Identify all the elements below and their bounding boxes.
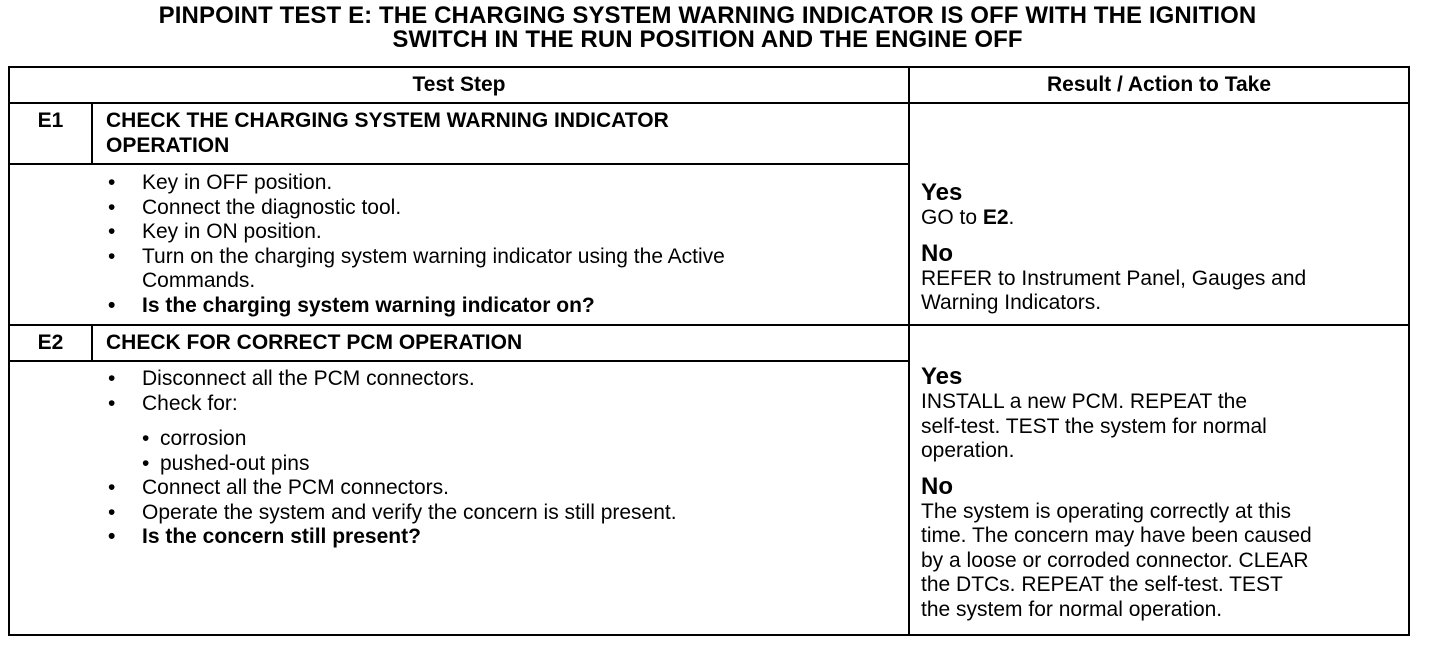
sub-list-item: • corrosion <box>142 427 896 452</box>
header-divider <box>10 102 1408 104</box>
list-item: • Key in ON position. <box>106 220 896 245</box>
yes-label: Yes <box>921 363 963 390</box>
list-item-question: • Is the charging system warning indicator on? <box>106 294 896 319</box>
list-item: • Key in OFF position. <box>106 171 896 196</box>
no-label: No <box>921 472 953 500</box>
list-item: • Connect the diagnostic tool. <box>106 196 896 221</box>
e1-id-divider <box>91 104 93 164</box>
list-item: • Operate the system and verify the concern is still present. <box>106 501 896 526</box>
list-item: • Disconnect all the PCM connectors. <box>106 367 896 392</box>
step-instructions-e2 <box>106 367 896 550</box>
no-label: No <box>921 239 953 267</box>
e2-title-divider <box>10 360 908 362</box>
column-divider <box>908 68 910 634</box>
list-item: • Check for: <box>106 392 896 417</box>
sub-list-item: • pushed-out pins <box>142 452 896 477</box>
no-action: The system is operating correctly at this time. The concern may have been caused by a loose or corroded connector. CLEAR the DTCs. REPEAT the self-test. TEST the system for normal operation. <box>921 499 1312 621</box>
result-e1 <box>921 180 1401 316</box>
step-title-e1-line-2: OPERATION <box>106 133 230 157</box>
no-action: REFER to Instrument Panel, Gauges and Warning Indicators. <box>921 266 1307 314</box>
title-line-2: SWITCH IN THE RUN POSITION AND THE ENGINE OFF <box>392 26 1023 53</box>
step-title-e1 <box>106 109 896 158</box>
e1-e2-divider <box>10 324 1408 326</box>
step-title-e1-line-1: CHECK THE CHARGING SYSTEM WARNING INDICATOR <box>106 109 669 132</box>
step-title-e2: CHECK FOR CORRECT PCM OPERATION <box>106 331 523 354</box>
yes-action: GO to E2. <box>921 206 1015 229</box>
page-title <box>0 4 1415 52</box>
pinpoint-test-table <box>8 66 1410 636</box>
step-id-e1: E1 <box>37 109 64 132</box>
list-item-question: • Is the concern still present? <box>106 525 896 550</box>
e2-id-divider <box>91 326 93 362</box>
yes-label: Yes <box>921 179 963 206</box>
yes-action: INSTALL a new PCM. REPEAT the self-test. TEST the system for normal operation. <box>921 390 1267 462</box>
step-id-e2: E2 <box>37 331 64 354</box>
header-result: Result / Action to Take <box>1046 73 1272 96</box>
title-line-1: PINPOINT TEST E: THE CHARGING SYSTEM WARNING INDICATOR IS OFF WITH THE IGNITION <box>158 2 1257 29</box>
header-test-step: Test Step <box>412 73 506 96</box>
result-e2 <box>921 364 1401 622</box>
e1-title-divider <box>10 163 908 165</box>
list-item: • Connect all the PCM connectors. <box>106 476 896 501</box>
list-item: • Turn on the charging system warning indicator using the Active Commands. <box>106 245 896 294</box>
step-instructions-e1 <box>106 171 896 318</box>
